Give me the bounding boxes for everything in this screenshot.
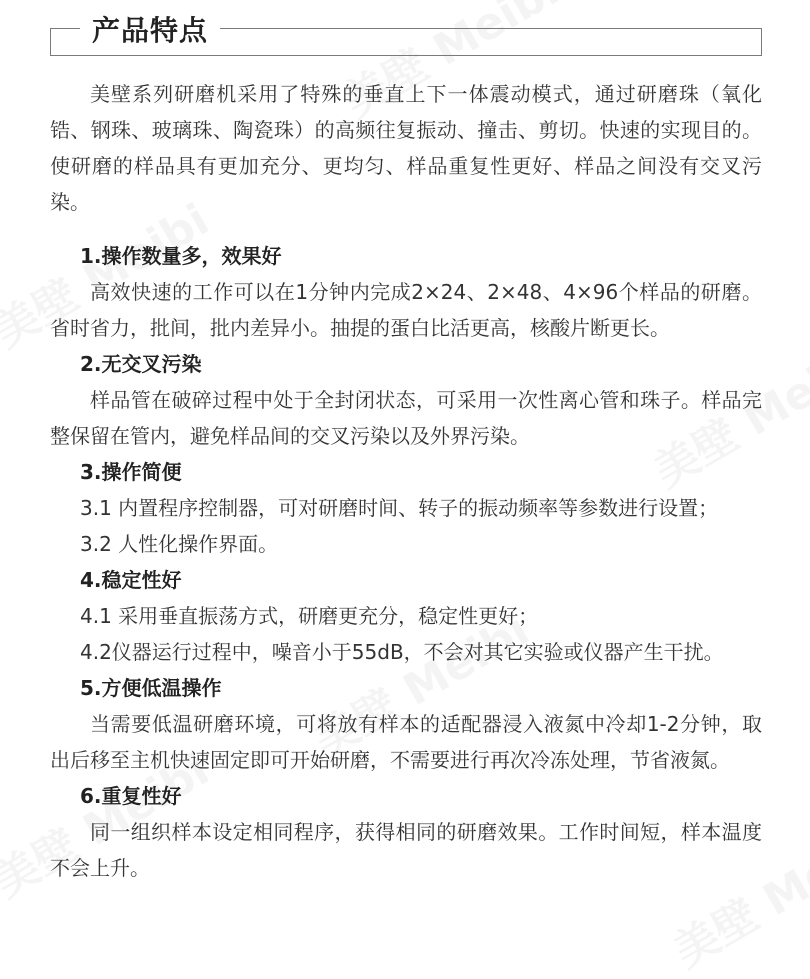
feature-content [50, 76, 762, 886]
section-heading: 4.稳定性好 [80, 568, 182, 592]
intro-paragraph: 美壁系列研磨机采用了特殊的垂直上下一体震动模式，通过研磨珠（氧化锆、钢珠、玻璃珠、陶瓷珠）的高频往复振动、撞击、剪切。快速的实现目的。使研磨的样品具有更加充分、更均匀、样品重复性更好、样品之间没有交叉污染。 [50, 82, 762, 214]
section-paragraph: 样品管在破碎过程中处于全封闭状态，可采用一次性离心管和珠子。样品完整保留在管内，避免样品间的交叉污染以及外界污染。 [50, 388, 762, 448]
feature-section-5 [50, 670, 762, 778]
list-item: 4.1 采用垂直振荡方式，研磨更充分，稳定性更好； [80, 604, 539, 628]
list-item: 3.1 内置程序控制器，可对研磨时间、转子的振动频率等参数进行设置； [80, 496, 719, 520]
feature-section-6 [50, 778, 762, 886]
section-heading: 1.操作数量多，效果好 [80, 244, 282, 268]
feature-section-3 [50, 454, 762, 562]
section-heading: 6.重复性好 [80, 784, 182, 808]
section-heading: 2.无交叉污染 [80, 352, 202, 376]
section-header [50, 10, 762, 56]
section-heading: 5.方便低温操作 [80, 676, 222, 700]
section-paragraph: 当需要低温研磨环境，可将放有样本的适配器浸入液氮中冷却1-2分钟，取出后移至主机快速固定即可开始研磨，不需要进行再次冷冻处理，节省液氮。 [50, 712, 762, 772]
list-item: 4.2仪器运行过程中，噪音小于55dB，不会对其它实验或仪器产生干扰。 [80, 640, 724, 664]
section-heading: 3.操作简便 [80, 460, 182, 484]
feature-section-4 [50, 562, 762, 670]
page-title: 产品特点 [80, 10, 220, 52]
feature-section-1 [50, 238, 762, 346]
feature-section-2 [50, 346, 762, 454]
section-paragraph: 同一组织样本设定相同程序，获得相同的研磨效果。工作时间短，样本温度不会上升。 [50, 820, 762, 880]
section-paragraph: 高效快速的工作可以在1分钟内完成2×24、2×48、4×96个样品的研磨。省时省力，批间，批内差异小。抽提的蛋白比活更高，核酸片断更长。 [50, 280, 762, 340]
list-item: 3.2 人性化操作界面。 [80, 532, 279, 556]
